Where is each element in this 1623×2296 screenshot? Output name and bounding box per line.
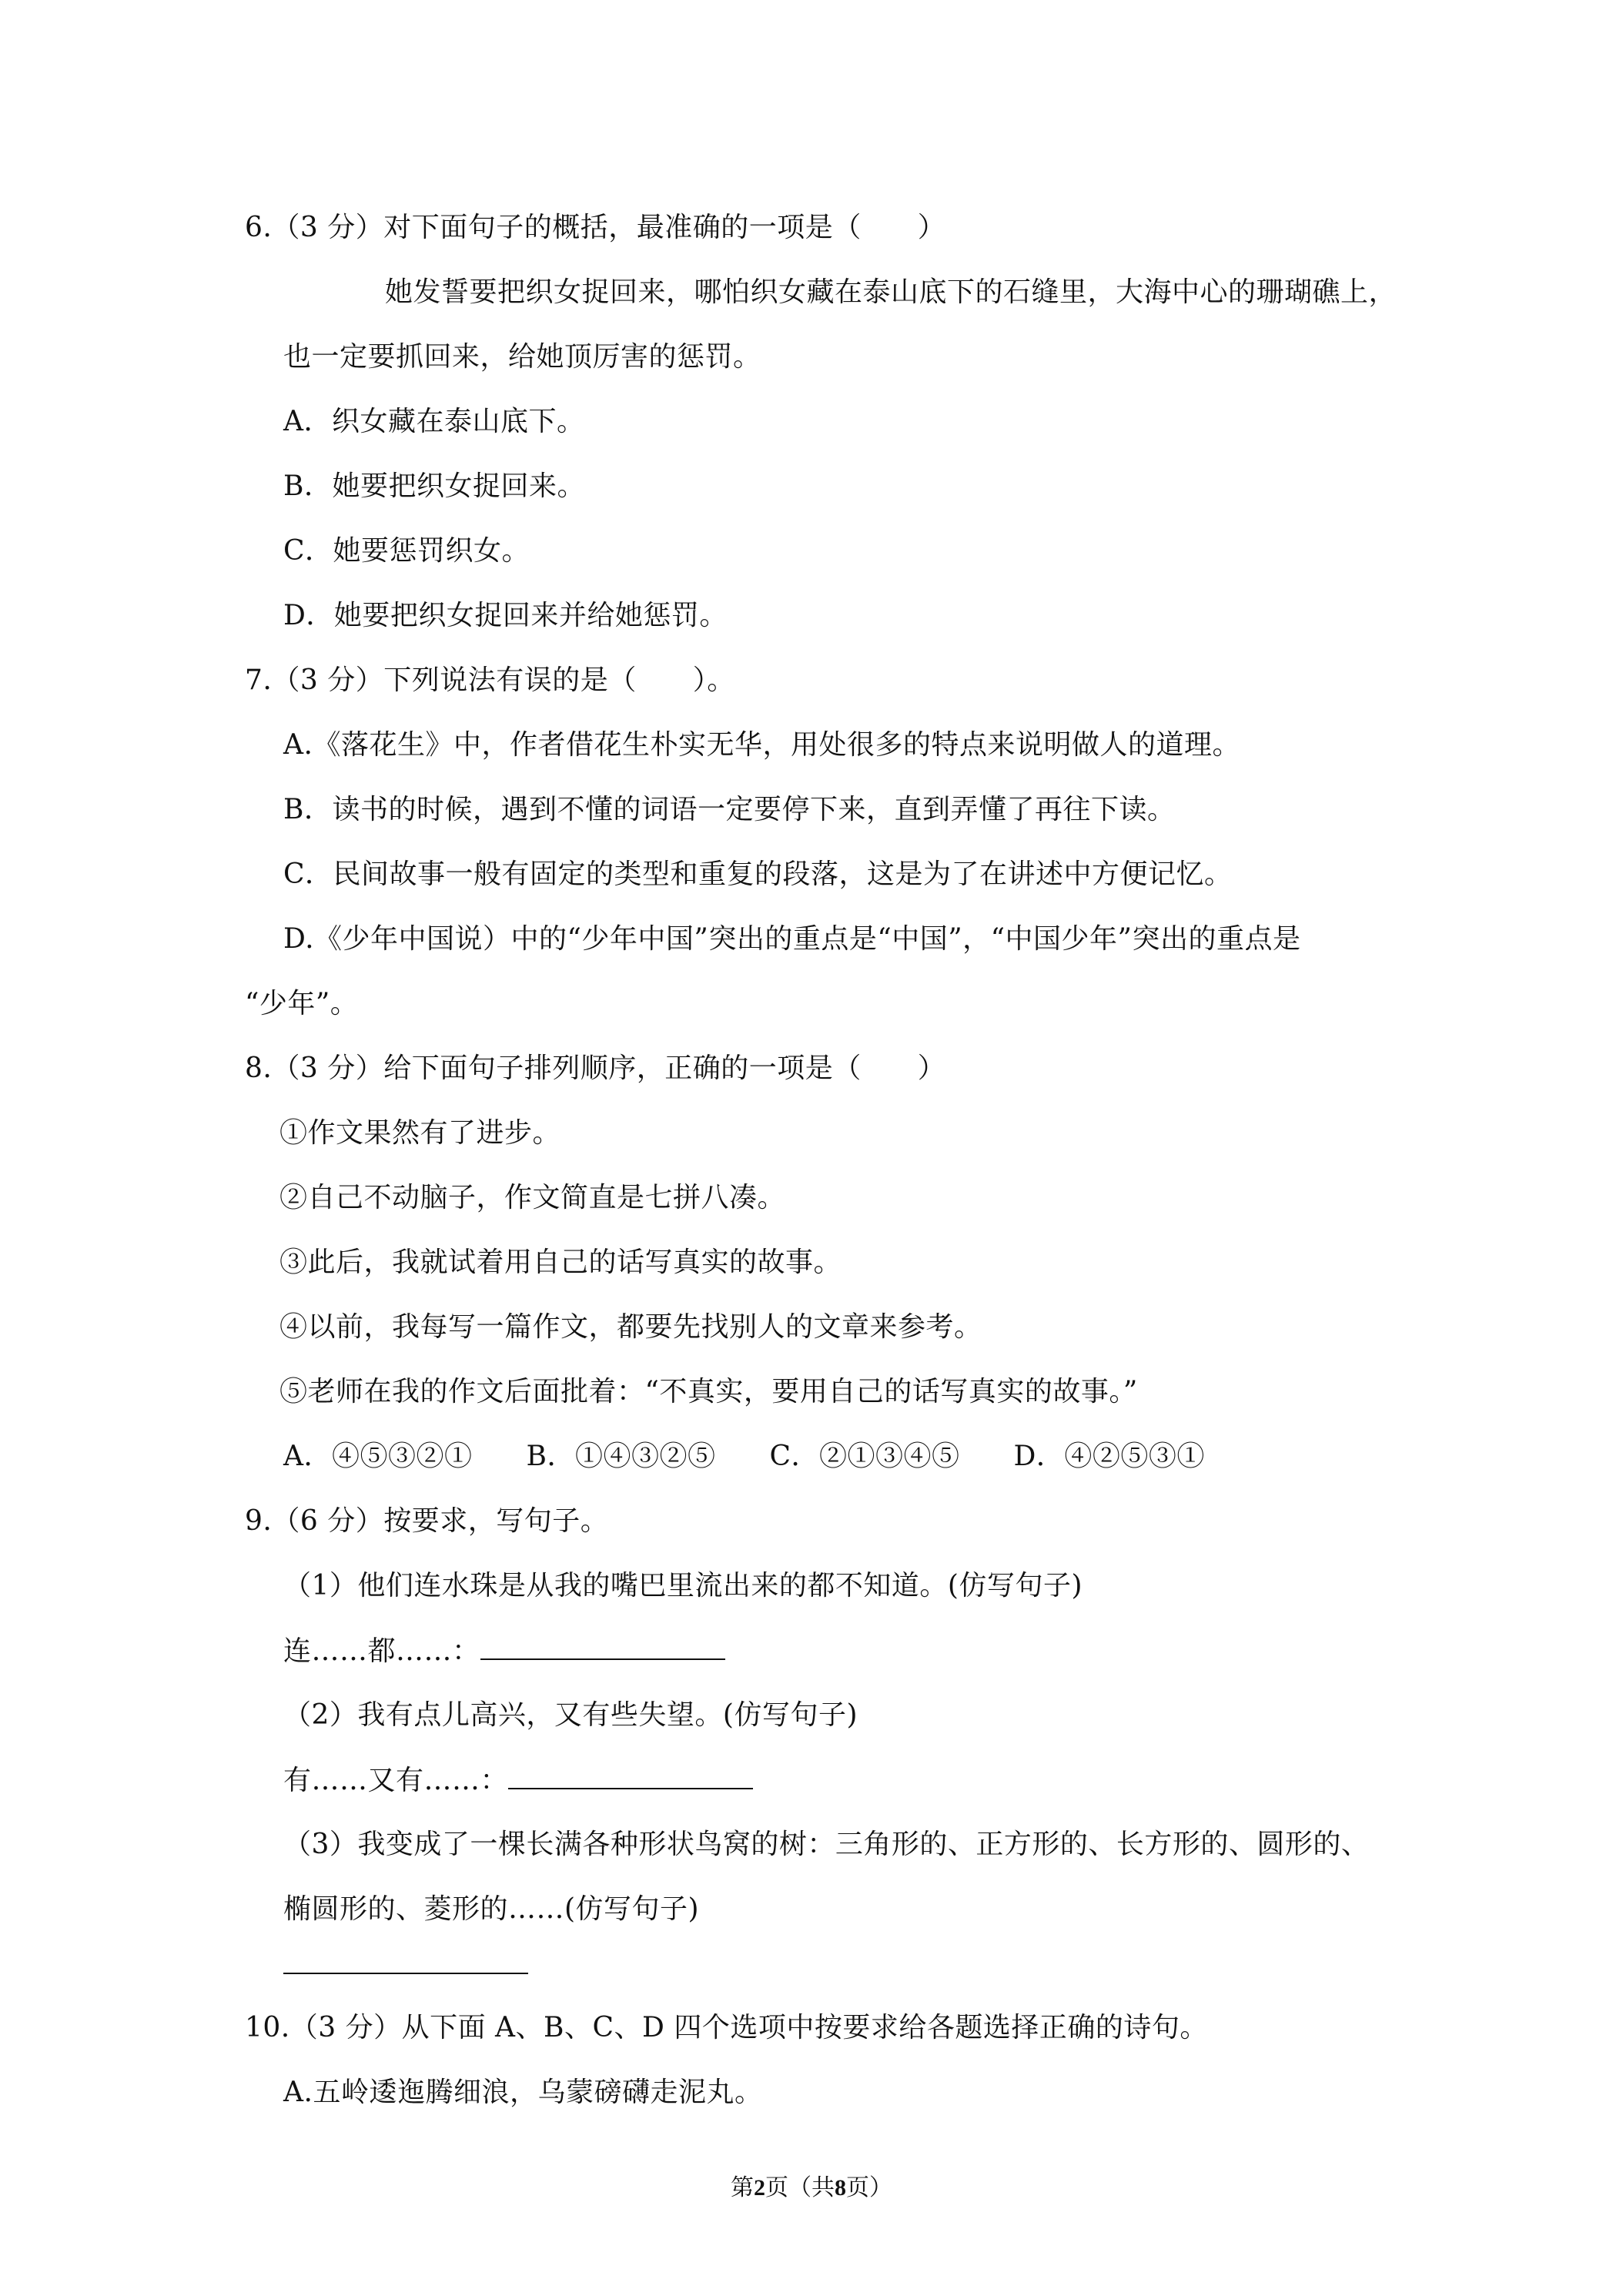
q6-passage-line1: 她发誓要把织女捉回来，哪怕织女藏在泰山底下的石缝里，大海中心的珊瑚礁上， bbox=[385, 276, 1397, 308]
q8-option-b: B．①④③②⑤ bbox=[526, 1441, 716, 1472]
q6-passage-line2: 也一定要抓回来，给她顶厉害的惩罚。 bbox=[283, 341, 761, 373]
q9-sub2-prompt: 有……又有……： bbox=[283, 1765, 509, 1796]
q9-sub2: （2）我有点儿高兴，又有些失望。(仿写句子) bbox=[283, 1699, 858, 1731]
q8-option-d: D．④②⑤③① bbox=[1013, 1441, 1205, 1472]
q8-sentence-5: ⑤老师在我的作文后面批着：“不真实，要用自己的话写真实的故事。” bbox=[279, 1376, 1138, 1407]
q9-sub3-answer-blank[interactable] bbox=[283, 1973, 528, 1974]
q9-sub2-answer-row bbox=[283, 1762, 753, 1799]
q8-stem: 8.（3 分）给下面句子排列顺序，正确的一项是（ ） bbox=[245, 1053, 946, 1084]
q8-sentence-3: ③此后，我就试着用自己的话写真实的故事。 bbox=[279, 1247, 842, 1278]
q10-option-a: A.五岭逶迤腾细浪，乌蒙磅礴走泥丸。 bbox=[283, 2077, 763, 2108]
q8-sentence-1: ①作文果然有了进步。 bbox=[279, 1117, 561, 1149]
q9-sub1-answer-row bbox=[283, 1632, 725, 1670]
q6-option-d: D．她要把织女捉回来并给她惩罚。 bbox=[283, 600, 728, 631]
q7-option-d-continued: “少年”。 bbox=[245, 988, 359, 1019]
q9-sub3-line1: （3）我变成了一棵长满各种形状鸟窝的树：三角形的、正方形的、长方形的、圆形的、 bbox=[283, 1829, 1370, 1860]
q9-sub1-prompt: 连……都……： bbox=[283, 1635, 480, 1667]
q7-option-d: D.《少年中国说）中的“少年中国”突出的重点是“中国”，“中国少年”突出的重点是 bbox=[283, 923, 1301, 955]
q9-stem: 9.（6 分）按要求，写句子。 bbox=[245, 1505, 609, 1537]
footer-page-number: 2 bbox=[754, 2175, 765, 2201]
q9-sub1-answer-blank[interactable] bbox=[480, 1632, 725, 1660]
q6-option-c: C．她要惩罚织女。 bbox=[283, 535, 530, 567]
q9-sub2-answer-blank[interactable] bbox=[508, 1762, 753, 1789]
q6-option-b: B．她要把织女捉回来。 bbox=[283, 470, 585, 502]
q8-sentence-2: ②自己不动脑子，作文简直是七拼八凑。 bbox=[279, 1182, 786, 1213]
q8-options bbox=[283, 1438, 1205, 1475]
q7-option-a: A.《落花生》中，作者借花生朴实无华，用处很多的特点来说明做人的道理。 bbox=[283, 729, 1240, 761]
q8-sentence-4: ④以前，我每写一篇作文，都要先找别人的文章来参考。 bbox=[279, 1311, 982, 1343]
q10-stem: 10.（3 分）从下面 A、B、C、D 四个选项中按要求给各题选择正确的诗句。 bbox=[245, 2012, 1208, 2043]
q9-sub3-line2: 椭圆形的、菱形的……(仿写句子) bbox=[283, 1893, 700, 1925]
q7-option-b: B．读书的时候，遇到不懂的词语一定要停下来，直到弄懂了再往下读。 bbox=[283, 794, 1176, 825]
q8-option-a: A．④⑤③②① bbox=[283, 1441, 473, 1472]
footer-prefix: 第 bbox=[731, 2174, 754, 2201]
q6-stem: 6.（3 分）对下面句子的概括，最准确的一项是（ ） bbox=[245, 212, 946, 243]
q7-stem: 7.（3 分）下列说法有误的是（ ）。 bbox=[245, 664, 735, 696]
q6-option-a: A．织女藏在泰山底下。 bbox=[283, 406, 585, 437]
footer-suffix: 页） bbox=[846, 2174, 892, 2201]
q8-option-c: C．②①③④⑤ bbox=[769, 1441, 960, 1472]
q9-sub1: （1）他们连水珠是从我的嘴巴里流出来的都不知道。(仿写句子) bbox=[283, 1570, 1083, 1602]
footer-middle: 页（共 bbox=[765, 2174, 835, 2201]
footer-total-pages: 8 bbox=[835, 2175, 846, 2201]
q7-option-c: C．民间故事一般有固定的类型和重复的段落，这是为了在讲述中方便记忆。 bbox=[283, 858, 1233, 890]
page-footer bbox=[0, 2173, 1623, 2204]
